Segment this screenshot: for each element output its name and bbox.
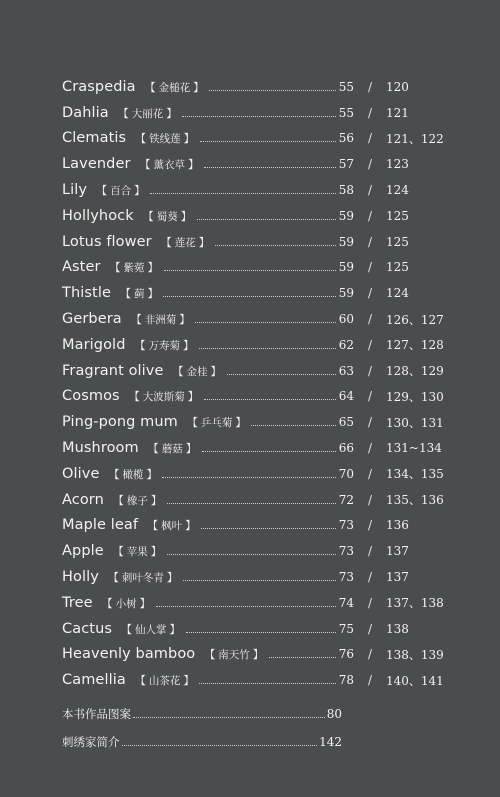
dot-leader xyxy=(164,269,336,271)
entry-pattern-page: 134、135 xyxy=(386,467,444,482)
dot-leader xyxy=(251,424,336,426)
page-separator: / xyxy=(367,441,373,456)
bracket-close: 】 xyxy=(147,261,159,275)
bracket-close: 】 xyxy=(180,209,192,223)
toc-row[interactable] xyxy=(62,513,462,539)
dot-leader xyxy=(133,716,325,718)
entry-chinese-text: 金桂 xyxy=(186,365,208,378)
entry-chinese-text: 金槌花 xyxy=(158,81,191,94)
entry-page: 60 xyxy=(338,312,354,327)
bracket-close: 】 xyxy=(166,571,178,585)
entry-page: 63 xyxy=(338,363,354,378)
entry-english: Thistle xyxy=(62,285,111,302)
bracket-close: 】 xyxy=(183,338,194,352)
bracket-open: 【 xyxy=(107,571,119,585)
appendix-page: 142 xyxy=(319,735,342,749)
toc-row[interactable] xyxy=(62,435,462,461)
entry-page: 59 xyxy=(338,208,354,223)
bracket-open: 【 xyxy=(119,287,131,301)
toc-row[interactable] xyxy=(62,151,462,177)
entry-english: Hollyhock xyxy=(62,207,134,224)
entry-chinese xyxy=(184,414,250,430)
bracket-open: 【 xyxy=(108,467,120,481)
entry-page: 73 xyxy=(338,544,354,559)
bracket-open: 【 xyxy=(147,519,159,533)
dot-leader xyxy=(186,631,336,633)
toc-list xyxy=(62,74,462,693)
entry-page: 66 xyxy=(338,441,354,456)
entry-page: 59 xyxy=(338,234,354,249)
page-separator: / xyxy=(367,544,373,559)
entry-english: Acorn xyxy=(62,491,104,508)
dot-leader xyxy=(167,502,336,504)
entry-chinese xyxy=(132,337,198,353)
toc-row[interactable] xyxy=(62,590,462,616)
entry-chinese xyxy=(115,105,181,121)
entry-chinese-text: 小树 xyxy=(115,597,137,610)
entry-english: Heavenly bamboo xyxy=(62,646,196,663)
page-separator: / xyxy=(367,79,373,94)
bracket-close: 】 xyxy=(147,287,159,301)
bracket-close: 】 xyxy=(187,390,199,404)
entry-english: Holly xyxy=(62,569,99,586)
toc-row[interactable] xyxy=(62,487,462,513)
entry-page: 57 xyxy=(338,157,354,172)
toc-row[interactable] xyxy=(62,409,462,435)
entry-pattern-page: 137 xyxy=(386,570,409,585)
appendix-page: 80 xyxy=(326,707,342,721)
page-separator: / xyxy=(367,157,373,172)
entry-chinese xyxy=(132,130,198,146)
entry-chinese-text: 仙人掌 xyxy=(135,623,167,636)
dot-leader xyxy=(200,140,336,142)
entry-english: Camellia xyxy=(62,672,126,689)
bracket-close: 】 xyxy=(188,158,200,172)
bracket-close: 】 xyxy=(193,80,205,94)
bracket-open: 【 xyxy=(112,493,124,507)
bracket-close: 】 xyxy=(139,596,151,610)
bracket-open: 【 xyxy=(130,313,142,327)
entry-pattern-page: 137 xyxy=(386,544,409,559)
page-separator: / xyxy=(367,389,373,404)
entry-page: 58 xyxy=(338,183,354,198)
dot-leader xyxy=(195,321,336,323)
entry-pattern-page: 124 xyxy=(386,183,409,198)
page-separator: / xyxy=(367,647,373,662)
toc-row[interactable] xyxy=(62,358,462,384)
entry-page: 73 xyxy=(338,570,354,585)
entry-page: 70 xyxy=(338,466,354,481)
entry-pattern-page: 125 xyxy=(386,234,409,249)
entry-pattern-page: 125 xyxy=(386,208,409,223)
entry-pattern-page: 124 xyxy=(386,286,409,301)
page-separator: / xyxy=(367,415,373,430)
entry-chinese xyxy=(105,466,160,482)
toc-row[interactable] xyxy=(62,461,462,487)
entry-chinese-text: 非洲菊 xyxy=(144,314,177,327)
entry-english: Cosmos xyxy=(62,388,120,405)
entry-pattern-page: 138、139 xyxy=(386,647,444,662)
dot-leader xyxy=(197,218,336,220)
entry-chinese-text: 乒乓菊 xyxy=(200,417,233,430)
entry-page: 55 xyxy=(338,105,354,120)
entry-english: Craspedia xyxy=(62,78,136,95)
page-separator: / xyxy=(367,673,373,688)
bracket-open: 【 xyxy=(172,364,184,378)
page-separator: / xyxy=(367,595,373,610)
entry-pattern-page: 136 xyxy=(386,518,409,533)
toc-row[interactable] xyxy=(62,384,462,410)
toc-row[interactable] xyxy=(62,177,462,203)
entry-page: 59 xyxy=(338,286,354,301)
page-separator: / xyxy=(367,105,373,120)
entry-pattern-page: 128、129 xyxy=(386,364,444,379)
bracket-open: 【 xyxy=(128,390,140,404)
entry-chinese xyxy=(144,517,199,533)
bracket-open: 【 xyxy=(134,674,146,688)
dot-leader xyxy=(156,605,336,607)
entry-chinese xyxy=(110,492,165,508)
entry-chinese xyxy=(107,259,162,275)
bracket-open: 【 xyxy=(204,648,216,662)
entry-english: Maple leaf xyxy=(62,517,139,534)
entry-pattern-page: 131~134 xyxy=(386,441,442,456)
entry-page: 64 xyxy=(338,389,354,404)
entry-pattern-page: 123 xyxy=(386,157,409,172)
entry-pattern-page: 121 xyxy=(386,105,409,120)
dot-leader xyxy=(215,244,336,246)
page-separator: / xyxy=(367,131,373,146)
entry-english: Ping-pong mum xyxy=(62,414,178,431)
dot-leader xyxy=(204,166,336,168)
entry-chinese xyxy=(170,363,225,379)
entry-page: 55 xyxy=(338,79,354,94)
entry-chinese xyxy=(201,646,267,662)
bracket-close: 】 xyxy=(150,493,162,507)
appendix-list xyxy=(62,700,342,756)
bracket-close: 】 xyxy=(183,674,195,688)
entry-english: Olive xyxy=(62,465,100,482)
toc-row[interactable] xyxy=(62,667,462,693)
page-separator: / xyxy=(367,234,373,249)
entry-english: Aster xyxy=(62,259,101,276)
bracket-open: 【 xyxy=(144,80,156,94)
entry-pattern-page: 138 xyxy=(386,621,409,636)
entry-chinese xyxy=(93,182,148,198)
bracket-close: 】 xyxy=(150,545,162,559)
entry-chinese-text: 大波斯菊 xyxy=(142,391,185,404)
entry-english: Lotus flower xyxy=(62,233,152,250)
entry-page: 72 xyxy=(338,492,354,507)
bracket-open: 【 xyxy=(96,184,108,198)
entry-english: Apple xyxy=(62,543,104,560)
entry-chinese-text: 大丽花 xyxy=(131,107,164,120)
entry-chinese xyxy=(126,388,202,404)
entry-page: 56 xyxy=(338,131,354,146)
entry-page: 62 xyxy=(338,337,354,352)
bracket-close: 】 xyxy=(210,364,222,378)
toc-row[interactable] xyxy=(62,564,462,590)
entry-pattern-page: 125 xyxy=(386,260,409,275)
page-separator: / xyxy=(367,208,373,223)
page-separator: / xyxy=(367,363,373,378)
bracket-open: 【 xyxy=(121,622,133,636)
entry-english: Cactus xyxy=(62,620,113,637)
toc-row[interactable] xyxy=(62,126,462,152)
dot-leader xyxy=(227,373,337,375)
toc-row[interactable] xyxy=(62,538,462,564)
page-separator: / xyxy=(367,312,373,327)
toc-row[interactable] xyxy=(62,203,462,229)
bracket-open: 【 xyxy=(101,596,113,610)
bracket-close: 】 xyxy=(183,132,195,146)
bracket-open: 【 xyxy=(139,158,151,172)
bracket-open: 【 xyxy=(147,442,159,456)
bracket-close: 】 xyxy=(146,467,158,481)
entry-page: 65 xyxy=(338,415,354,430)
bracket-close: 】 xyxy=(185,442,197,456)
bracket-close: 】 xyxy=(169,622,181,636)
bracket-open: 【 xyxy=(134,338,146,352)
entry-chinese xyxy=(117,285,162,301)
dot-leader xyxy=(201,527,336,529)
entry-chinese-text: 刺叶冬青 xyxy=(121,572,164,585)
entry-chinese-text: 橄榄 xyxy=(122,468,144,481)
entry-chinese xyxy=(158,234,213,250)
entry-chinese-text: 蜀葵 xyxy=(156,210,178,223)
page-separator: / xyxy=(367,337,373,352)
dot-leader xyxy=(162,476,336,478)
entry-chinese xyxy=(137,156,203,172)
appendix-title: 刺绣家简介 xyxy=(62,735,120,749)
dot-leader xyxy=(202,450,336,452)
bracket-close: 】 xyxy=(252,648,264,662)
appendix-title: 本书作品图案 xyxy=(62,707,131,721)
toc-row[interactable] xyxy=(62,255,462,281)
page-separator: / xyxy=(367,286,373,301)
bracket-open: 【 xyxy=(135,132,147,146)
entry-chinese-text: 橡子 xyxy=(126,494,148,507)
entry-chinese-text: 苹果 xyxy=(126,546,148,559)
entry-chinese-text: 蓟 xyxy=(133,288,145,301)
entry-page: 76 xyxy=(338,647,354,662)
entry-english: Lily xyxy=(62,182,88,199)
entry-chinese xyxy=(132,672,198,688)
entry-chinese-text: 铁线莲 xyxy=(149,133,181,146)
bracket-close: 】 xyxy=(198,235,210,249)
entry-pattern-page: 135、136 xyxy=(386,493,444,508)
dot-leader xyxy=(182,115,336,117)
entry-page: 78 xyxy=(338,673,354,688)
entry-chinese xyxy=(105,569,181,585)
dot-leader xyxy=(209,89,336,91)
bracket-close: 】 xyxy=(235,416,247,430)
entry-english: Clematis xyxy=(62,130,127,147)
page-separator: / xyxy=(367,260,373,275)
toc-row[interactable] xyxy=(62,306,462,332)
entry-chinese-text: 薰衣草 xyxy=(153,159,186,172)
toc-row[interactable] xyxy=(62,616,462,642)
page-separator: / xyxy=(367,492,373,507)
dot-leader xyxy=(204,398,336,400)
toc-row[interactable] xyxy=(62,332,462,358)
page-separator: / xyxy=(367,518,373,533)
page-separator: / xyxy=(367,570,373,585)
entry-pattern-page: 120 xyxy=(386,79,409,94)
entry-pattern-page: 121、122 xyxy=(386,131,444,146)
entry-pattern-page: 127、128 xyxy=(386,338,444,353)
dot-leader xyxy=(269,656,336,658)
dot-leader xyxy=(199,682,336,684)
entry-english: Fragrant olive xyxy=(62,362,164,379)
toc-row[interactable] xyxy=(62,642,462,668)
entry-page: 75 xyxy=(338,621,354,636)
dot-leader xyxy=(183,579,336,581)
dot-leader xyxy=(167,553,336,555)
entry-chinese-text: 莲花 xyxy=(174,236,196,249)
entry-chinese-text: 山茶花 xyxy=(148,675,181,688)
bracket-open: 【 xyxy=(160,235,172,249)
bracket-close: 】 xyxy=(179,313,191,327)
toc-row[interactable] xyxy=(62,100,462,126)
entry-page: 59 xyxy=(338,260,354,275)
bracket-open: 【 xyxy=(117,106,129,120)
entry-english: Marigold xyxy=(62,336,126,353)
entry-pattern-page: 137、138 xyxy=(386,596,444,611)
bracket-close: 】 xyxy=(166,106,178,120)
dot-leader xyxy=(150,192,336,194)
bracket-close: 】 xyxy=(134,184,146,198)
bracket-open: 【 xyxy=(186,416,198,430)
bracket-open: 【 xyxy=(112,545,124,559)
entry-chinese xyxy=(145,440,200,456)
entry-pattern-page: 129、130 xyxy=(386,389,444,404)
entry-chinese-text: 紫菀 xyxy=(123,262,145,275)
bracket-open: 【 xyxy=(142,209,154,223)
entry-pattern-page: 130、131 xyxy=(386,415,444,430)
bracket-close: 】 xyxy=(185,519,197,533)
dot-leader xyxy=(163,295,336,297)
dot-leader xyxy=(122,744,318,746)
entry-page: 73 xyxy=(338,518,354,533)
page-separator: / xyxy=(367,466,373,481)
entry-chinese-text: 蘑菇 xyxy=(161,443,183,456)
appendix-row[interactable] xyxy=(62,700,342,728)
entry-chinese-text: 万寿菊 xyxy=(148,339,180,352)
dot-leader xyxy=(199,347,336,349)
page-separator: / xyxy=(367,183,373,198)
bracket-open: 【 xyxy=(109,261,121,275)
entry-chinese xyxy=(128,311,194,327)
entry-chinese xyxy=(118,621,184,637)
entry-english: Dahlia xyxy=(62,104,109,121)
entry-chinese-text: 南天竹 xyxy=(218,649,250,662)
entry-english: Tree xyxy=(62,594,93,611)
entry-chinese xyxy=(142,79,208,95)
entry-english: Gerbera xyxy=(62,311,122,328)
entry-chinese xyxy=(110,543,165,559)
entry-pattern-page: 126、127 xyxy=(386,312,444,327)
entry-chinese-text: 枫叶 xyxy=(161,520,183,533)
entry-pattern-page: 140、141 xyxy=(386,673,444,688)
toc-row[interactable] xyxy=(62,74,462,100)
entry-chinese xyxy=(140,208,195,224)
entry-chinese xyxy=(99,595,154,611)
toc-row[interactable] xyxy=(62,229,462,255)
entry-chinese-text: 百合 xyxy=(110,185,132,198)
appendix-row[interactable] xyxy=(62,728,342,756)
entry-page: 74 xyxy=(338,595,354,610)
entry-english: Mushroom xyxy=(62,440,139,457)
entry-english: Lavender xyxy=(62,156,131,173)
page-separator: / xyxy=(367,621,373,636)
toc-row[interactable] xyxy=(62,280,462,306)
